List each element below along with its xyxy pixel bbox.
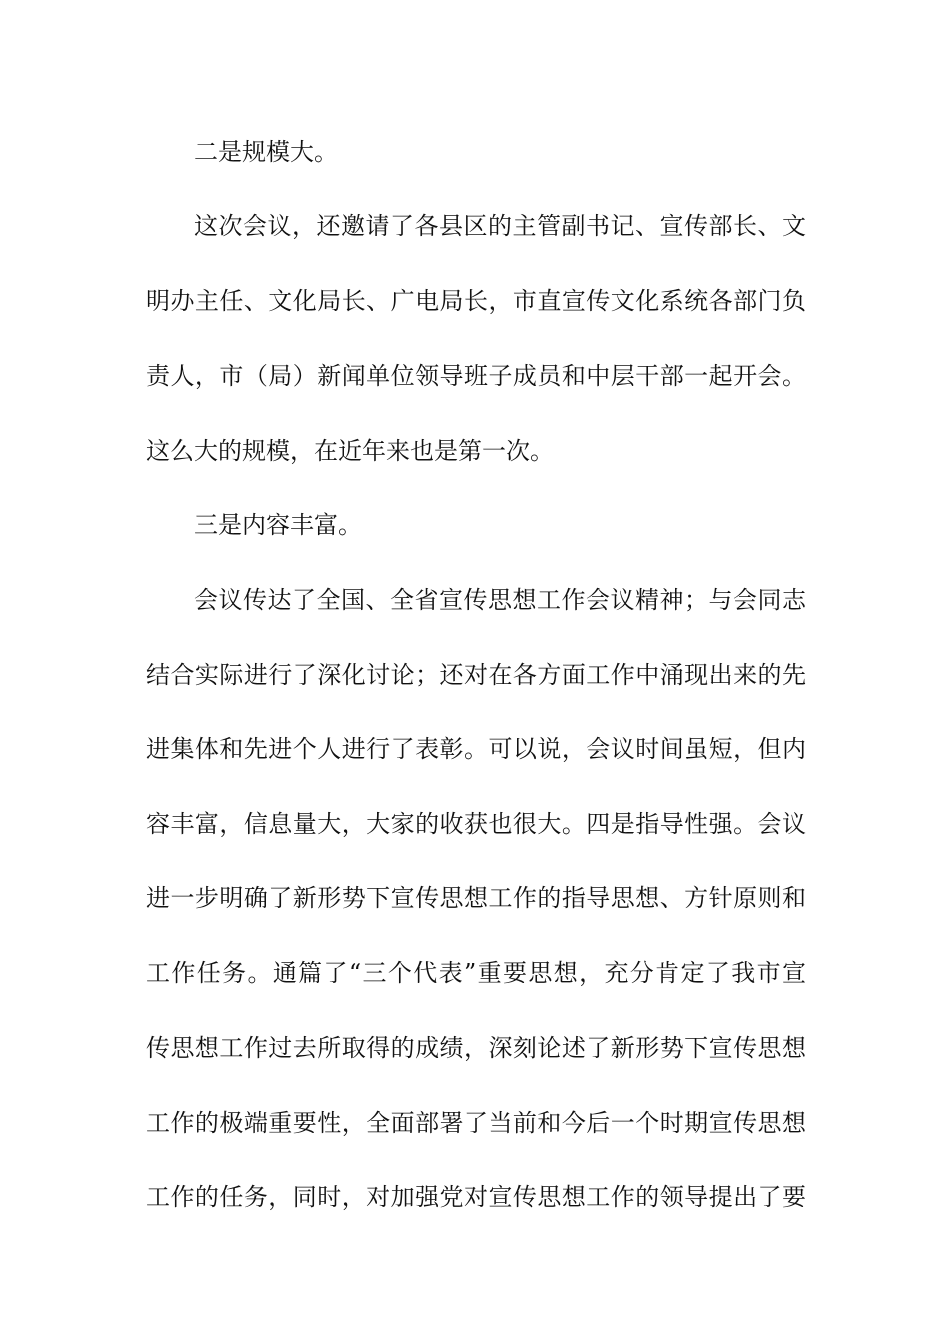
text-line: 传思想工作过去所取得的成绩，深刻论述了新形势下宣传思想 bbox=[146, 1034, 806, 1062]
text-line: 工作的极端重要性，全面部署了当前和今后一个时期宣传思想 bbox=[146, 1109, 806, 1137]
paragraph-heading-3: 三是内容丰富。 bbox=[194, 511, 362, 539]
text-line: 这么大的规模，在近年来也是第一次。 bbox=[146, 437, 554, 465]
text-line: 会议传达了全国、全省宣传思想工作会议精神；与会同志 bbox=[194, 586, 806, 614]
text-line: 工作任务。通篇了“三个代表”重要思想，充分肯定了我市宣 bbox=[146, 959, 806, 987]
text-line: 明办主任、文化局长、广电局长，市直宣传文化系统各部门负 bbox=[146, 287, 806, 315]
text-line: 进一步明确了新形势下宣传思想工作的指导思想、方针原则和 bbox=[146, 884, 806, 912]
text-line: 容丰富，信息量大，大家的收获也很大。四是指导性强。会议 bbox=[146, 810, 806, 838]
text-line: 责人，市（局）新闻单位领导班子成员和中层干部一起开会。 bbox=[146, 362, 806, 390]
text-line: 这次会议，还邀请了各县区的主管副书记、宣传部长、文 bbox=[194, 212, 806, 240]
text-line: 工作的任务，同时，对加强党对宣传思想工作的领导提出了要 bbox=[146, 1183, 806, 1211]
paragraph-heading-2: 二是规模大。 bbox=[194, 138, 338, 166]
text-line: 结合实际进行了深化讨论；还对在各方面工作中涌现出来的先 bbox=[146, 661, 806, 689]
text-line: 进集体和先进个人进行了表彰。可以说，会议时间虽短，但内 bbox=[146, 735, 806, 763]
